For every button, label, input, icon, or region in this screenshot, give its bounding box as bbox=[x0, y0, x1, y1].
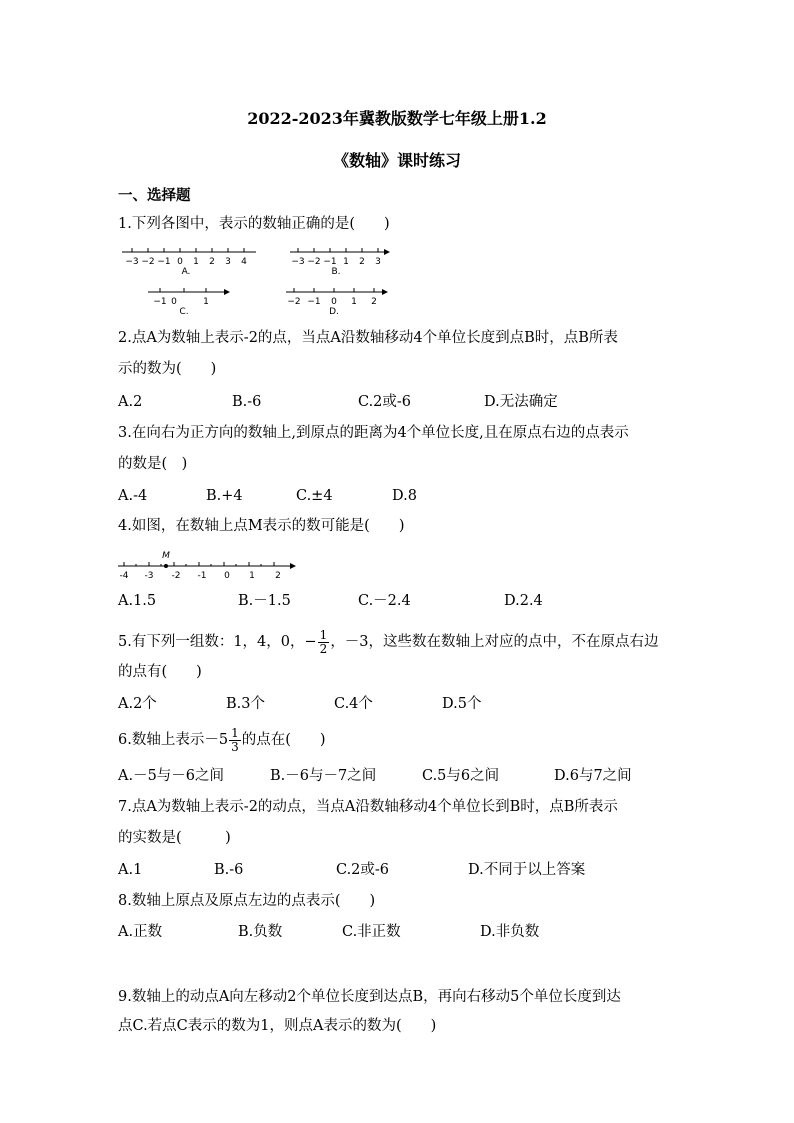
question-9-line-1: 9.数轴上的动点A向左移动2个单位长度到达点B，再向右移动5个单位长度到达 bbox=[118, 989, 621, 1005]
question-7-line-2: 的实数是( ) bbox=[118, 830, 231, 846]
q5-minus-sign: − bbox=[304, 634, 317, 650]
fig-a-caption: A. bbox=[181, 267, 191, 277]
q6-fraction-denominator: 3 bbox=[231, 739, 239, 754]
q4-option-c: C.－2.4 bbox=[358, 593, 411, 609]
q7-option-b: B.-6 bbox=[214, 862, 244, 878]
fig-b-tick-label: −1 bbox=[323, 257, 337, 267]
q4-tick-label: -3 bbox=[144, 571, 154, 580]
fig-b-tick-label: −2 bbox=[307, 257, 321, 267]
question-5-line-2: 的点有( ) bbox=[118, 664, 202, 680]
fig-c-tick-label: −1 bbox=[153, 297, 167, 307]
q5-text-post: ，－3，这些数在数轴上对应的点中，不在原点右边 bbox=[330, 634, 659, 650]
section-heading: 一、选择题 bbox=[118, 187, 191, 204]
q6-option-b: B.－6与－7之间 bbox=[270, 768, 377, 784]
fig-d-tick-label: 2 bbox=[371, 297, 377, 307]
question-6-text bbox=[118, 722, 326, 758]
q4-tick-label: -2 bbox=[171, 571, 181, 580]
fig-c-tick-label: 1 bbox=[203, 297, 209, 307]
fig-b-tick-label: 3 bbox=[375, 257, 381, 267]
q2-option-a: A.2 bbox=[118, 394, 143, 410]
q6-fraction bbox=[229, 727, 241, 754]
question-3-line-2: 的数是( ) bbox=[118, 456, 188, 472]
fig-a-tick-label: −1 bbox=[157, 257, 171, 267]
fig-d-tick-label: −1 bbox=[307, 297, 321, 307]
fig-a-tick-label: −2 bbox=[141, 257, 155, 267]
fig-b-tick-label: 2 bbox=[359, 257, 365, 267]
question-1-figures bbox=[118, 242, 398, 320]
fig-d-tick-label: −2 bbox=[287, 297, 301, 307]
q6-option-c: C.5与6之间 bbox=[422, 768, 500, 784]
q5-option-d: D.5个 bbox=[442, 696, 482, 712]
q5-option-b: B.3个 bbox=[226, 696, 265, 712]
q2-option-d: D.无法确定 bbox=[484, 394, 558, 410]
q3-option-a: A.-4 bbox=[118, 488, 148, 504]
q3-option-d: D.8 bbox=[392, 488, 417, 504]
fig-a-tick-label: 4 bbox=[241, 257, 247, 267]
question-4-text: 4.如图，在数轴上点M表示的数可能是( ) bbox=[118, 518, 405, 534]
q2-option-b: B.-6 bbox=[232, 394, 262, 410]
fig-c-caption: C. bbox=[179, 307, 189, 317]
q7-option-a: A.1 bbox=[118, 862, 143, 878]
fig-a-tick-label: 1 bbox=[193, 257, 199, 267]
fig-b-tick-label: 1 bbox=[343, 257, 349, 267]
q6-option-a: A.－5与－6之间 bbox=[118, 768, 225, 784]
q6-fraction-numerator: 1 bbox=[231, 725, 239, 740]
fig-a-tick-label: 0 bbox=[177, 257, 183, 267]
q5-fraction-numerator: 1 bbox=[319, 627, 328, 642]
q7-option-c: C.2或-6 bbox=[336, 862, 390, 878]
q6-text-post: 的点在( ) bbox=[241, 732, 326, 748]
question-8-text: 8.数轴上原点及原点左边的点表示( ) bbox=[118, 893, 376, 909]
question-1-text: 1.下列各图中，表示的数轴正确的是( ) bbox=[118, 216, 390, 232]
q3-option-c: C.±4 bbox=[296, 488, 333, 504]
figure-d-number-line bbox=[286, 288, 388, 317]
question-5-line-1 bbox=[118, 624, 659, 660]
q4-tick-label: 0 bbox=[224, 571, 230, 580]
q5-fraction bbox=[318, 629, 330, 656]
fig-a-tick-label: 3 bbox=[225, 257, 231, 267]
q4-option-d: D.2.4 bbox=[504, 593, 543, 609]
fig-a-tick-label: −3 bbox=[125, 257, 139, 267]
q4-tick-label: 1 bbox=[249, 571, 255, 580]
question-2-line-2: 示的数为( ) bbox=[118, 361, 217, 377]
question-7-line-1: 7.点A为数轴上表示-2的动点，当点A沿数轴移动4个单位长到B时，点B所表示 bbox=[118, 799, 618, 815]
q5-option-a: A.2个 bbox=[118, 696, 157, 712]
figure-b-number-line bbox=[290, 248, 390, 277]
q4-tick-label: -1 bbox=[197, 571, 207, 580]
question-4-figure bbox=[114, 546, 304, 580]
q8-option-b: B.负数 bbox=[238, 924, 283, 940]
q4-tick-label: -4 bbox=[119, 571, 129, 580]
q5-option-c: C.4个 bbox=[334, 696, 373, 712]
figure-c-number-line bbox=[148, 288, 230, 317]
q6-text-pre: 6.数轴上表示－5 bbox=[118, 732, 229, 748]
question-9-line-2: 点C.若点C表示的数为1，则点A表示的数为( ) bbox=[118, 1018, 437, 1034]
fig-a-tick-label: 2 bbox=[209, 257, 215, 267]
fig-d-caption: D. bbox=[329, 307, 339, 317]
fig-d-tick-label: 1 bbox=[351, 297, 357, 307]
title-line-2: 《数轴》课时练习 bbox=[332, 151, 461, 170]
fig-b-tick-label: −3 bbox=[291, 257, 305, 267]
q8-option-c: C.非正数 bbox=[342, 924, 401, 940]
q6-option-d: D.6与7之间 bbox=[554, 768, 632, 784]
q2-option-c: C.2或-6 bbox=[358, 394, 412, 410]
fig-d-tick-label: 0 bbox=[331, 297, 337, 307]
title-line-1: 2022-2023年冀教版数学七年级上册1.2 bbox=[247, 109, 547, 128]
q3-option-b: B.+4 bbox=[206, 488, 243, 504]
q5-fraction-denominator: 2 bbox=[319, 641, 328, 656]
question-2-line-1: 2.点A为数轴上表示-2的点，当点A沿数轴移动4个单位长度到点B时，点B所表 bbox=[118, 330, 618, 346]
q5-text-pre: 5.有下列一组数：1，4，0， bbox=[118, 634, 305, 650]
q7-option-d: D.不同于以上答案 bbox=[468, 862, 586, 878]
fig-c-tick-label: 0 bbox=[171, 297, 177, 307]
q8-option-a: A.正数 bbox=[118, 924, 163, 940]
point-m-label: M bbox=[162, 551, 170, 561]
figure-a-number-line bbox=[122, 248, 256, 277]
q4-option-a: A.1.5 bbox=[118, 593, 157, 609]
q8-option-d: D.非负数 bbox=[480, 924, 540, 940]
q4-option-b: B.－1.5 bbox=[238, 593, 291, 609]
fig-b-caption: B. bbox=[331, 267, 341, 277]
point-m-marker bbox=[164, 564, 168, 568]
q4-tick-label: 2 bbox=[275, 571, 281, 580]
question-3-line-1: 3.在向右为正方向的数轴上,到原点的距离为4个单位长度,且在原点右边的点表示 bbox=[118, 425, 629, 441]
